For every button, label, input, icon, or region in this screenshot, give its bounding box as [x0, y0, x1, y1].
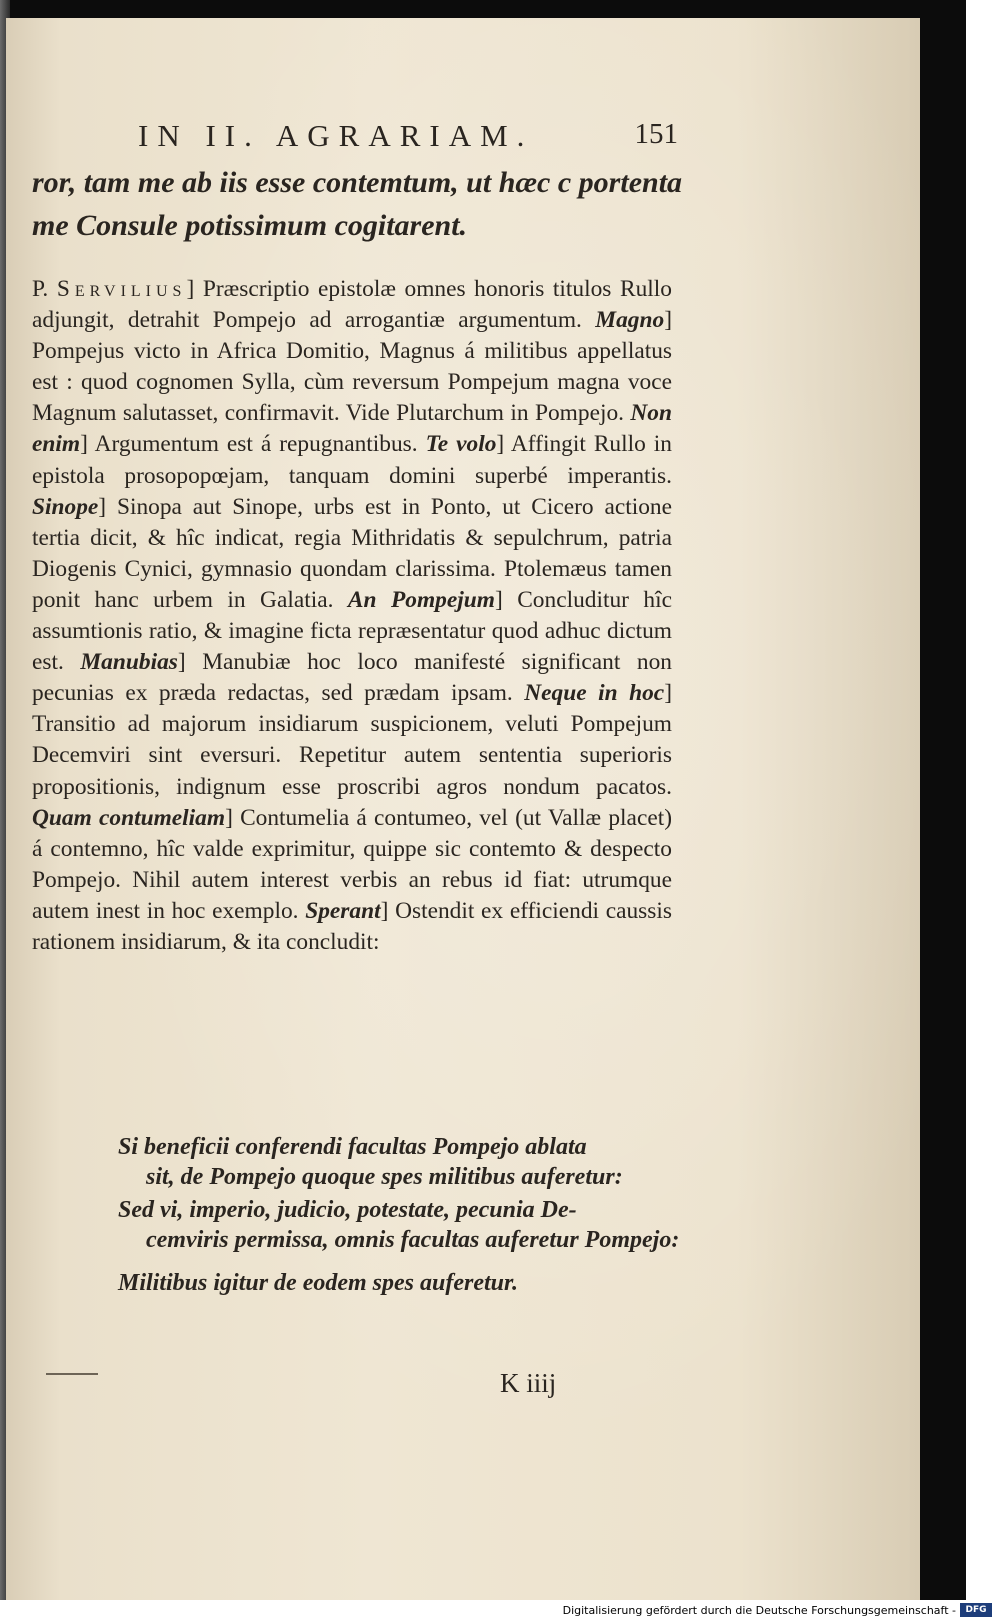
commentary-text: ] Pompejus victo in Africa Domitio, Magnus á militibus appellatus est : quod cognomen Sylla, cùm reversum Pompejum magna voce Magnum salutasset, confirmavit. Vide Plutarchum in Pompejo.	[32, 307, 672, 427]
conclusion-line: Militibus igitur de eodem spes auferetur.	[118, 1270, 519, 1296]
signature-mark: K iiij	[500, 1368, 557, 1398]
premise-line: Sed vi, imperio, judicio, potestate, pecunia De-	[118, 1197, 577, 1223]
lemma-name: Servilius	[56, 276, 187, 302]
lemma-keyword: Quam contumeliam	[32, 804, 226, 831]
continued-line: me Consule potissimum cogitarent.	[32, 209, 468, 242]
page-number: 151	[634, 118, 678, 150]
commentary-text: P.	[32, 276, 57, 302]
commentary-paragraph	[32, 274, 672, 958]
commentary-text: ] Transitio ad majorum insidiarum suspicionem, veluti Pompejum Decemviri sint eversuri. Repetitur autem sententia superioris propositionis, indignum esse proscribi agros nondum pacatos.	[32, 680, 672, 800]
lemma-keyword: Neque in hoc	[524, 680, 665, 707]
premise-line: sit, de Pompejo quoque spes militibus auferetur:	[146, 1163, 623, 1190]
lemma-keyword: Manubias	[80, 649, 178, 676]
dfg-logo-icon: DFG	[960, 1603, 992, 1617]
continued-line: ror, tam me ab iis esse contemtum, ut hæc c portenta	[32, 166, 683, 199]
continued-text	[32, 161, 692, 247]
footer-credit: Digitalisierung gefördert durch die Deutsche Forschungsgemeinschaft -	[562, 1604, 956, 1617]
commentary-text: ] Præscriptio epistolæ omnes honoris titulos Rullo adjungit, detrahit Pompejo ad arrogantiæ argumentum.	[32, 276, 672, 334]
premise-line: cemviris permissa, omnis facultas auferetur Pompejo:	[146, 1226, 680, 1253]
commentary-text: ] Affingit Rullo in epistola prosopopœjam, tanquam domini superbé imperantis.	[32, 431, 673, 489]
major-premise	[118, 1133, 698, 1192]
printer-mark	[46, 1373, 98, 1375]
lemma-keyword: Sinope	[32, 493, 99, 520]
commentary-text: ] Manubiæ hoc loco manifesté significant non pecunias ex præda redactas, sed prædam ipsam.	[32, 649, 672, 707]
lemma-keyword: Non enim	[32, 400, 672, 458]
commentary-text: ] Concluditur hîc assumtionis ratio, & imagine ficta repræsentatur quod adhuc dictum est.	[32, 586, 672, 676]
digitization-footer	[0, 1600, 1000, 1623]
page-header	[138, 118, 678, 158]
lemma-keyword: Te volo	[425, 431, 497, 458]
commentary-text: ] Sinopa aut Sinope, urbs est in Ponto, ut Cicero actione tertia dicit, & hîc indicat, regia Mithridatis & sepulchrum, patria Diogenis Cynici, gymnasio quondam clarissima. Ptolemæus tamen ponit hanc urbem in Galatia.	[32, 493, 672, 613]
lemma-keyword: Magno	[595, 307, 665, 334]
commentary-text: ] Ostendit ex efficiendi caussis rationem insidiarum, & ita concludit:	[32, 897, 672, 955]
book-page	[6, 18, 920, 1600]
premise-line: Si beneficii conferendi facultas Pompejo ablata	[118, 1134, 587, 1160]
minor-premise	[118, 1196, 698, 1255]
running-title: IN II. AGRARIAM.	[138, 118, 534, 153]
commentary-text: ] Argumentum est á repugnantibus.	[80, 431, 426, 458]
syllogism-block	[118, 1133, 698, 1299]
commentary-text: ] Contumelia á contumeo, vel (ut Vallæ placet) á contemno, hîc valde exprimitur, quippe sic contemto & despecto Pompejo. Nihil autem interest verbis an rebus id fiat: utrumque autem inest in hoc exemplo.	[32, 804, 672, 924]
lemma-keyword: Sperant	[305, 897, 381, 924]
lemma-keyword: An Pompejum	[347, 586, 495, 613]
